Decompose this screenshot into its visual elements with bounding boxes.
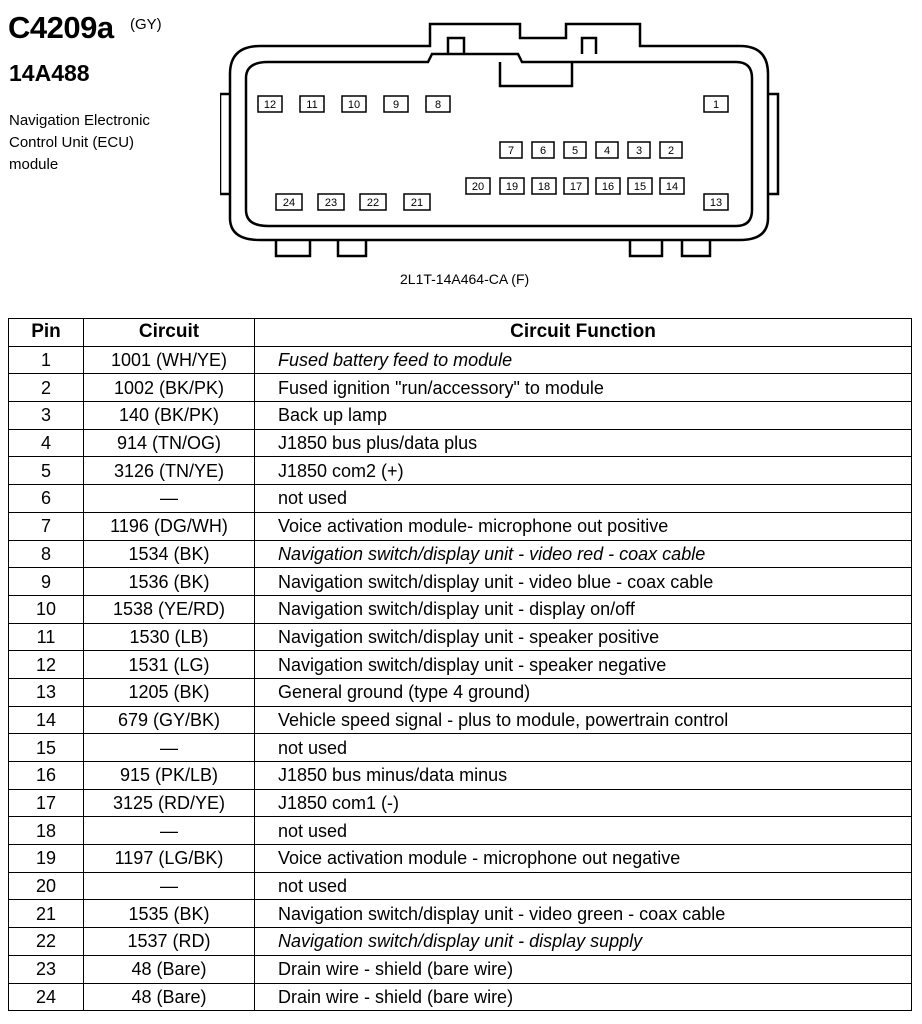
pin-cell: 14 [9, 706, 84, 734]
pin-cell: 9 [9, 568, 84, 596]
function-cell: Voice activation module- microphone out positive [255, 512, 912, 540]
header-circuit: Circuit [84, 319, 255, 347]
function-cell: Navigation switch/display unit - speaker positive [255, 623, 912, 651]
header-circuit-function: Circuit Function [255, 319, 912, 347]
table-row [9, 346, 912, 374]
circuit-cell: 1530 (LB) [84, 623, 255, 651]
pin-cell: 11 [9, 623, 84, 651]
svg-text:16: 16 [601, 181, 615, 193]
pin-function-table [8, 318, 912, 1011]
table-row [9, 789, 912, 817]
pin-cell: 5 [9, 457, 84, 485]
pin-cell: 16 [9, 762, 84, 790]
pin-cell: 13 [9, 678, 84, 706]
circuit-cell: 3125 (RD/YE) [84, 789, 255, 817]
pin-cavity-17 [564, 178, 588, 194]
circuit-cell: 1196 (DG/WH) [84, 512, 255, 540]
pin-cavity-13 [704, 194, 728, 210]
svg-text:5: 5 [571, 145, 579, 157]
svg-text:9: 9 [392, 99, 400, 111]
pin-cavity-5 [564, 142, 586, 158]
circuit-cell: 1002 (BK/PK) [84, 374, 255, 402]
table-row [9, 734, 912, 762]
pin-cell: 2 [9, 374, 84, 402]
function-cell: not used [255, 817, 912, 845]
circuit-cell: — [84, 817, 255, 845]
pin-cavity-11 [300, 96, 324, 112]
description-line: Navigation Electronic [9, 112, 150, 129]
svg-text:3: 3 [635, 145, 643, 157]
circuit-cell: 1197 (LG/BK) [84, 845, 255, 873]
pin-cavity-14 [660, 178, 684, 194]
table-row [9, 540, 912, 568]
svg-text:4: 4 [603, 145, 611, 157]
table-row [9, 845, 912, 873]
function-cell: not used [255, 485, 912, 513]
circuit-cell: 3126 (TN/YE) [84, 457, 255, 485]
table-row [9, 595, 912, 623]
svg-text:18: 18 [537, 181, 551, 193]
svg-text:17: 17 [569, 181, 583, 193]
pin-cell: 1 [9, 346, 84, 374]
pin-cell: 21 [9, 900, 84, 928]
pin-cavity-18 [532, 178, 556, 194]
connector-face-diagram [220, 14, 780, 266]
svg-text:7: 7 [507, 145, 515, 157]
table-row [9, 623, 912, 651]
pin-cell: 10 [9, 595, 84, 623]
table-body [9, 346, 912, 1011]
table-header-row [9, 319, 912, 347]
pin-cell: 23 [9, 955, 84, 983]
svg-text:15: 15 [633, 181, 647, 193]
svg-text:1: 1 [712, 99, 720, 111]
pin-cell: 7 [9, 512, 84, 540]
function-cell: not used [255, 734, 912, 762]
circuit-cell: 1535 (BK) [84, 900, 255, 928]
function-cell: Navigation switch/display unit - display supply [255, 928, 912, 956]
pin-cavity-8 [426, 96, 450, 112]
circuit-cell: 1205 (BK) [84, 678, 255, 706]
pin-cavity-24 [276, 194, 302, 210]
function-cell: Navigation switch/display unit - video blue - coax cable [255, 568, 912, 596]
svg-text:11: 11 [306, 99, 318, 111]
svg-text:22: 22 [366, 197, 380, 209]
table-row [9, 817, 912, 845]
svg-text:10: 10 [347, 99, 361, 111]
pin-cell: 22 [9, 928, 84, 956]
table-row [9, 374, 912, 402]
pin-cavity-6 [532, 142, 554, 158]
circuit-cell: — [84, 485, 255, 513]
table-row [9, 678, 912, 706]
table-row [9, 429, 912, 457]
circuit-cell: 48 (Bare) [84, 955, 255, 983]
circuit-cell: 1537 (RD) [84, 928, 255, 956]
svg-text:2: 2 [667, 145, 675, 157]
svg-text:19: 19 [505, 181, 519, 193]
circuit-cell: 679 (GY/BK) [84, 706, 255, 734]
function-cell: J1850 com1 (-) [255, 789, 912, 817]
circuit-cell: — [84, 734, 255, 762]
function-cell: General ground (type 4 ground) [255, 678, 912, 706]
circuit-cell: — [84, 872, 255, 900]
pin-cell: 15 [9, 734, 84, 762]
pin-cavity-23 [318, 194, 344, 210]
table-row [9, 512, 912, 540]
circuit-cell: 1536 (BK) [84, 568, 255, 596]
pin-cell: 24 [9, 983, 84, 1011]
table-row [9, 983, 912, 1011]
pin-cavity-7 [500, 142, 522, 158]
function-cell: Navigation switch/display unit - speaker negative [255, 651, 912, 679]
svg-text:21: 21 [410, 197, 424, 209]
circuit-cell: 1001 (WH/YE) [84, 346, 255, 374]
table-row [9, 928, 912, 956]
pin-cavity-1 [704, 96, 728, 112]
table-row [9, 457, 912, 485]
table-row [9, 872, 912, 900]
pin-cavity-20 [466, 178, 490, 194]
circuit-cell: 915 (PK/LB) [84, 762, 255, 790]
pin-cell: 17 [9, 789, 84, 817]
pin-cavity-16 [596, 178, 620, 194]
svg-text:23: 23 [324, 197, 338, 209]
pin-cell: 8 [9, 540, 84, 568]
header-pin: Pin [9, 319, 84, 347]
description-line: module [9, 156, 59, 173]
part-number: 14A488 [9, 60, 90, 86]
pin-cavity-2 [660, 142, 682, 158]
table-row [9, 900, 912, 928]
pin-cell: 12 [9, 651, 84, 679]
function-cell: Fused ignition "run/accessory" to module [255, 374, 912, 402]
table-row [9, 485, 912, 513]
module-description [9, 110, 209, 176]
pin-cavity-19 [500, 178, 524, 194]
circuit-cell: 140 (BK/PK) [84, 402, 255, 430]
connector-code: C4209a [8, 10, 114, 45]
function-cell: Vehicle speed signal - plus to module, powertrain control [255, 706, 912, 734]
function-cell: Navigation switch/display unit - display on/off [255, 595, 912, 623]
table-row [9, 402, 912, 430]
pin-cavity-22 [360, 194, 386, 210]
pin-cell: 19 [9, 845, 84, 873]
svg-text:20: 20 [471, 181, 485, 193]
pin-cavity-21 [404, 194, 430, 210]
function-cell: Navigation switch/display unit - video green - coax cable [255, 900, 912, 928]
table-row [9, 706, 912, 734]
function-cell: Back up lamp [255, 402, 912, 430]
function-cell: J1850 bus plus/data plus [255, 429, 912, 457]
svg-text:13: 13 [709, 197, 723, 209]
circuit-cell: 1534 (BK) [84, 540, 255, 568]
function-cell: Navigation switch/display unit - video red - coax cable [255, 540, 912, 568]
table-row [9, 955, 912, 983]
pin-cell: 18 [9, 817, 84, 845]
pin-cell: 4 [9, 429, 84, 457]
pin-cell: 20 [9, 872, 84, 900]
function-cell: J1850 bus minus/data minus [255, 762, 912, 790]
pin-cavity-4 [596, 142, 618, 158]
svg-text:14: 14 [665, 181, 679, 193]
circuit-cell: 1531 (LG) [84, 651, 255, 679]
function-cell: Voice activation module - microphone out negative [255, 845, 912, 873]
pin-cavity-3 [628, 142, 650, 158]
connector-outline [230, 24, 768, 240]
svg-text:12: 12 [263, 99, 277, 111]
function-cell: Drain wire - shield (bare wire) [255, 983, 912, 1011]
circuit-cell: 48 (Bare) [84, 983, 255, 1011]
function-cell: J1850 com2 (+) [255, 457, 912, 485]
connector-color: (GY) [130, 16, 162, 33]
pin-cavity-10 [342, 96, 366, 112]
pin-cavity-12 [258, 96, 282, 112]
pin-cavity-9 [384, 96, 408, 112]
table-row [9, 568, 912, 596]
function-cell: not used [255, 872, 912, 900]
circuit-cell: 914 (TN/OG) [84, 429, 255, 457]
table-row [9, 762, 912, 790]
pin-cell: 6 [9, 485, 84, 513]
pin-cavity-15 [628, 178, 652, 194]
pin-cell: 3 [9, 402, 84, 430]
function-cell: Fused battery feed to module [255, 346, 912, 374]
description-line: Control Unit (ECU) [9, 134, 135, 151]
function-cell: Drain wire - shield (bare wire) [255, 955, 912, 983]
svg-text:6: 6 [539, 145, 547, 157]
svg-text:24: 24 [282, 197, 296, 209]
svg-text:8: 8 [434, 99, 442, 111]
table-row [9, 651, 912, 679]
circuit-cell: 1538 (YE/RD) [84, 595, 255, 623]
connector-part-caption: 2L1T-14A464-CA (F) [400, 271, 530, 287]
